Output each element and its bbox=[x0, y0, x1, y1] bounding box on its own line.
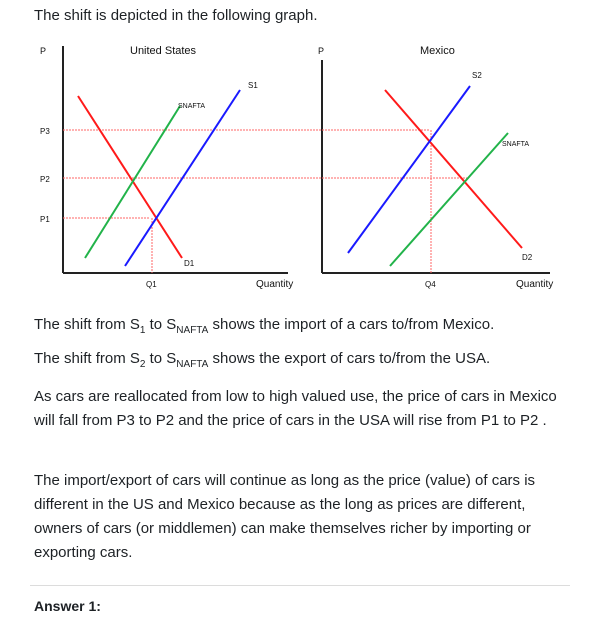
supply-demand-graph bbox=[30, 38, 575, 300]
paragraph-export bbox=[34, 347, 574, 377]
mexico-axis-p: P bbox=[318, 46, 325, 56]
us-d1-label: D1 bbox=[184, 259, 195, 268]
mexico-q4-label: Q4 bbox=[425, 280, 436, 289]
mexico-s2-label: S2 bbox=[472, 71, 482, 80]
p1-pre: The shift from S bbox=[34, 316, 140, 333]
mexico-snafta-label: SNAFTA bbox=[502, 141, 530, 148]
p1-post: shows the import of a cars to/from Mexico. bbox=[208, 316, 495, 333]
us-p3-label: P3 bbox=[40, 127, 50, 136]
us-p1-label: P1 bbox=[40, 215, 50, 224]
paragraph-reallocation: As cars are reallocated from low to high valued use, the price of cars in Mexico will fall from P3 to P2 and the price of cars in the USA will rise from P1 to P2 . bbox=[34, 388, 557, 429]
us-p2-label: P2 bbox=[40, 175, 50, 184]
mexico-x-label: Quantity bbox=[516, 279, 554, 290]
mexico-panel bbox=[280, 45, 553, 290]
paragraph-continuation: The import/export of cars will continue as long as the price (value) of cars is different in the US and Mexico because as the long as prices are different, owners of cars (or middlemen) can make themselves richer by importing or exporting cars. bbox=[34, 472, 536, 561]
mexico-supply-curve bbox=[348, 86, 470, 253]
us-demand-curve bbox=[78, 96, 182, 258]
mexico-title: Mexico bbox=[420, 45, 455, 57]
mexico-d2-label: D2 bbox=[522, 253, 533, 262]
section-divider bbox=[30, 585, 570, 586]
answer-label: Answer 1: bbox=[34, 598, 101, 614]
paragraph-import bbox=[34, 313, 574, 343]
p1-sub1: 1 bbox=[139, 325, 146, 336]
mexico-demand-curve bbox=[385, 90, 522, 248]
p2-mid: to S bbox=[145, 350, 177, 367]
us-panel bbox=[40, 45, 293, 290]
p2-sub2: NAFTA bbox=[176, 359, 209, 370]
p1-sub2: NAFTA bbox=[176, 325, 209, 336]
mexico-nafta-supply-curve bbox=[390, 133, 508, 266]
p1-mid: to S bbox=[145, 316, 177, 333]
p2-sub1: 2 bbox=[139, 359, 146, 370]
us-axis-p: P bbox=[40, 46, 47, 56]
p2-post: shows the export of cars to/from the USA. bbox=[208, 350, 491, 367]
us-x-label: Quantity bbox=[256, 279, 294, 290]
us-q1-label: Q1 bbox=[146, 280, 157, 289]
us-title: United States bbox=[130, 45, 197, 57]
intro-text: The shift is depicted in the following graph. bbox=[34, 7, 318, 24]
p2-pre: The shift from S bbox=[34, 350, 140, 367]
us-s1-label: S1 bbox=[248, 81, 258, 90]
us-snafta-label: SNAFTA bbox=[178, 103, 206, 110]
